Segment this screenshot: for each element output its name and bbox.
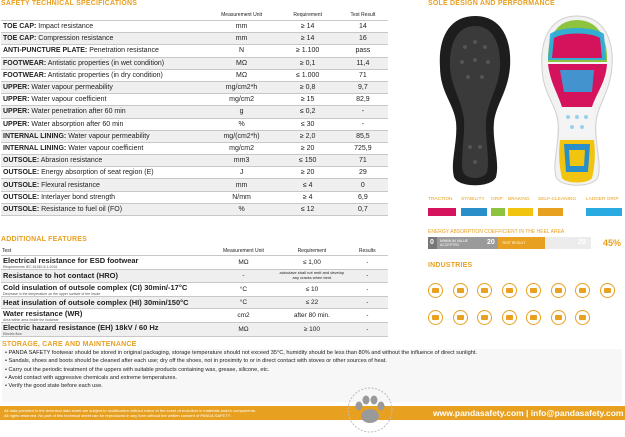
additional-unit: MΩ (210, 256, 278, 270)
spec-requirement: ≤ 30 (278, 118, 338, 130)
spec-row (1, 155, 388, 167)
additional-unit: °C (210, 282, 278, 296)
spec-row (1, 69, 388, 81)
footer-disclaimer-1: All data provided in the technical data sheet are subject to modification without notice in the event of evolution in materials and/or components. (4, 408, 256, 413)
vehicle-icon (551, 283, 566, 298)
additional-test (1, 256, 210, 270)
spec-category: INTERNAL LINING: (3, 132, 67, 140)
sole-legend (428, 197, 625, 219)
spec-test (1, 167, 206, 179)
sole-title: SOLE DESIGN AND PERFORMANCE (428, 0, 555, 7)
colored-sole-diagram (530, 12, 625, 192)
spec-result: 11,4 (338, 57, 388, 69)
spec-requirement: ≥ 20 (278, 167, 338, 179)
swatch-grip (491, 208, 505, 216)
spec-requirement: ≥ 14 (278, 21, 338, 33)
spec-category: OUTSOLE: (3, 205, 40, 213)
construction-crane-icon (526, 283, 541, 298)
spec-result: 0,7 (338, 203, 388, 215)
additional-requirement: ≤ 10 (277, 282, 346, 296)
spec-category: FOOTWEAR: (3, 59, 47, 67)
legend-grip: GRIP (491, 197, 503, 202)
additional-test-note: Requirements IEC 61340-5-1:2016 (3, 265, 58, 269)
additional-result: - (347, 256, 388, 270)
storage-item: • PANDA SAFETY footwear should be stored in original packaging, storage temperature should not exceed 35°C, humidity should be less than 80% and without the influence of direct sunlight. (5, 350, 477, 356)
storage-item: • Carry out the periodic treatment of the uppers with suitable products containing wax, grease, silicone, etc. (5, 366, 270, 373)
panda-paw-logo-icon (345, 385, 395, 435)
spec-test (1, 155, 206, 167)
spec-test (1, 130, 206, 142)
spec-row (1, 57, 388, 69)
spec-row (1, 142, 388, 154)
add-header-unit: Measurement Unit (210, 246, 278, 256)
spec-test (1, 203, 206, 215)
spec-row (1, 203, 388, 215)
spec-unit: mg/cm2*h (206, 81, 278, 93)
additional-result: - (347, 309, 388, 323)
forklift-icon (453, 310, 468, 325)
spec-unit: g (206, 106, 278, 118)
legend-stability: STABILITY (461, 197, 485, 202)
spec-requirement: ≤ 12 (278, 203, 338, 215)
additional-test-name: Electrical resistance for ESD footwear (3, 256, 139, 265)
spec-header-blank (1, 10, 206, 21)
additional-row (1, 256, 388, 270)
spec-requirement: ≤ 150 (278, 155, 338, 167)
spec-header-req: Requirement (278, 10, 338, 21)
swatch-ladder-grip (586, 208, 622, 216)
add-header-req: Requirement (277, 246, 346, 256)
spec-test (1, 94, 206, 106)
additional-row (1, 323, 388, 337)
spec-property: Water vapour coefficient (29, 96, 107, 104)
energy-result-value: 29 (578, 239, 586, 246)
legend-braking: BRAKING (508, 197, 530, 202)
additional-row (1, 270, 388, 283)
spec-requirement: ≥ 14 (278, 33, 338, 45)
additional-unit: °C (210, 296, 278, 309)
truck-icon (477, 283, 492, 298)
spec-property: Energy absorption of seat region (E) (39, 169, 154, 177)
storage-title: STORAGE, CARE AND MAINTENANCE (2, 341, 137, 348)
additional-test-note: Electric flow (3, 332, 22, 336)
factory-icon (477, 310, 492, 325)
additional-test (1, 309, 210, 323)
swatch-braking (508, 208, 533, 216)
spec-row (1, 45, 388, 57)
industries-title: INDUSTRIES (428, 262, 473, 269)
swatch-traction (428, 208, 456, 216)
energy-bar (428, 237, 591, 249)
spec-row (1, 106, 388, 118)
add-header-test: Test (1, 246, 210, 256)
oil-icon (551, 310, 566, 325)
spec-header-res: Test Result (338, 10, 388, 21)
spec-unit: N (206, 45, 278, 57)
spec-unit: mg/cm2 (206, 94, 278, 106)
additional-test-name: Electric hazard resistance (EH) 18kV / 60 Hz (3, 323, 159, 332)
additional-row (1, 296, 388, 309)
spec-row (1, 191, 388, 203)
additional-result: - (347, 296, 388, 309)
logistics-icon (575, 283, 590, 298)
spec-property: Penetration resistance (87, 47, 159, 55)
spec-requirement: ≥ 4 (278, 191, 338, 203)
additional-table (1, 246, 388, 337)
spec-category: OUTSOLE: (3, 169, 40, 177)
spec-row (1, 81, 388, 93)
spec-requirement: ≥ 2,0 (278, 130, 338, 142)
additional-row (1, 309, 388, 323)
spec-test (1, 69, 206, 81)
spec-test (1, 21, 206, 33)
spec-unit: MΩ (206, 57, 278, 69)
energy-test-label: TEST RESULT (502, 241, 526, 245)
additional-requirement: after 80 min. (277, 309, 346, 323)
additional-result: - (347, 270, 388, 283)
spec-result: 71 (338, 155, 388, 167)
spec-unit: mg/cm2 (206, 142, 278, 154)
additional-test-name: Heat insulation of outsole complex (HI) 30min/150°C (3, 297, 189, 307)
legend-ladder-grip: LADDER GRIP (586, 197, 619, 202)
spec-header-unit: Measurement Unit (206, 10, 278, 21)
spec-category: FOOTWEAR: (3, 71, 47, 79)
spec-test (1, 33, 206, 45)
spec-category: INTERNAL LINING: (3, 144, 67, 152)
spec-unit: mm (206, 179, 278, 191)
spec-result: 16 (338, 33, 388, 45)
additional-test-note: Decrease in the temperature on the upper surface of the insole (3, 291, 101, 296)
additional-test (1, 282, 210, 296)
spec-requirement: ≤ 0,2 (278, 106, 338, 118)
energy-min-value: 0 (430, 239, 434, 246)
black-sole-image (430, 12, 520, 192)
recycling-icon (526, 310, 541, 325)
spec-result: - (338, 118, 388, 130)
additional-unit: cm2 (210, 309, 278, 323)
spec-result: 725,9 (338, 142, 388, 154)
spec-category: TOE CAP: (3, 35, 37, 43)
additional-result: - (347, 282, 388, 296)
spec-category: UPPER: (3, 108, 30, 116)
spec-test (1, 191, 206, 203)
additional-test-name: Water resistance (WR) (3, 309, 83, 318)
add-header-res: Results (347, 246, 388, 256)
spec-property: Impact resistance (36, 23, 94, 31)
glove-icon (428, 310, 443, 325)
spec-result: 82,9 (338, 94, 388, 106)
spec-property: Abrasion resistance (39, 157, 103, 165)
additional-requirement: ≤ 1,00 (277, 256, 346, 270)
spec-property: Antistatic properties (in dry condition) (46, 71, 163, 79)
legend-self-cleaning: SELF-CLEANING (538, 197, 577, 202)
spec-property: Water penetration after 60 min (29, 108, 126, 116)
spec-property: Flexural resistance (39, 181, 100, 189)
spec-row (1, 94, 388, 106)
spec-test (1, 106, 206, 118)
spec-row (1, 130, 388, 142)
building-icon (575, 310, 590, 325)
spec-requirement: ≥ 20 (278, 142, 338, 154)
energy-title: ENERGY ABSORPTION COEFFICIENT IN THE HEEL AREA (428, 229, 565, 235)
energy-mid-value: 20 (487, 239, 495, 246)
bridge-icon (600, 283, 615, 298)
additional-requirement: ≤ 22 (277, 296, 346, 309)
additional-unit: MΩ (210, 323, 278, 337)
spec-test (1, 81, 206, 93)
energy-min-label: MINIMUM VALUE ACCEPTED (440, 239, 468, 247)
spec-property: Resistance to fuel oil (FO) (39, 205, 123, 213)
spec-property: Water vapour permeability (29, 84, 113, 92)
spec-result: 6,9 (338, 191, 388, 203)
footer-bar (0, 406, 625, 420)
spec-category: OUTSOLE: (3, 157, 40, 165)
spec-unit: % (206, 203, 278, 215)
additional-unit: - (210, 270, 278, 283)
spec-category: OUTSOLE: (3, 193, 40, 201)
spec-result: 9,7 (338, 81, 388, 93)
storage-item: • Verify the good state before each use. (5, 383, 103, 390)
spec-row (1, 33, 388, 45)
additional-test-name: Resistance to hot contact (HRO) (3, 271, 119, 281)
additional-result: - (347, 323, 388, 337)
spec-category: UPPER: (3, 96, 30, 104)
spec-property: Water vapour permeability (66, 132, 150, 140)
spec-result: 71 (338, 69, 388, 81)
footer-links[interactable]: www.pandasafety.com | info@pandasafety.com (433, 408, 624, 418)
spec-unit: mm (206, 21, 278, 33)
additional-test (1, 270, 210, 283)
additional-requirement: ≥ 100 (277, 323, 346, 337)
spec-category: UPPER: (3, 84, 30, 92)
storage-item: • Avoid contact with aggressive chemicals and extreme temperatures. (5, 374, 177, 381)
spec-result: 0 (338, 179, 388, 191)
spec-unit: mm3 (206, 155, 278, 167)
additional-test-name: Cold insulation of outsole complex (CI) 30min/-17°C (3, 282, 188, 292)
spec-category: OUTSOLE: (3, 181, 40, 189)
spec-result: 85,5 (338, 130, 388, 142)
spec-test (1, 45, 206, 57)
spec-title: SAFETY TECHNICAL SPECIFICATIONS (1, 0, 138, 7)
spec-requirement: ≥ 0,8 (278, 81, 338, 93)
spec-row (1, 118, 388, 130)
spec-row (1, 167, 388, 179)
spec-requirement: ≥ 0,1 (278, 57, 338, 69)
spec-property: Water absorption after 60 min (29, 120, 124, 128)
spec-category: TOE CAP: (3, 23, 37, 31)
spec-property: Antistatic properties (in wet condition) (46, 59, 165, 67)
additional-title: ADDITIONAL FEATURES (1, 236, 87, 243)
spec-unit: mm (206, 33, 278, 45)
spec-test (1, 179, 206, 191)
spec-test (1, 57, 206, 69)
spec-result: 29 (338, 167, 388, 179)
energy-percent: 45% (603, 238, 622, 248)
spec-property: Water vapour coefficient (66, 144, 144, 152)
legend-traction: TRACTION (428, 197, 453, 202)
footer-disclaimer-2: All rights reserved. No part of this technical sheet can be reproduced in any form without the written consent of PANDA SAFETY. (4, 413, 231, 418)
spec-requirement: ≥ 15 (278, 94, 338, 106)
spec-unit: % (206, 118, 278, 130)
additional-requirement: autoclave shall not melt and develop any cracks when bent (277, 270, 346, 283)
tools-icon (453, 283, 468, 298)
spec-unit: mg/(cm2*h) (206, 130, 278, 142)
spec-row (1, 179, 388, 191)
spec-result: pass (338, 45, 388, 57)
spec-requirement: ≥ 1.100 (278, 45, 338, 57)
spec-requirement: ≤ 4 (278, 179, 338, 191)
swatch-self-cleaning (538, 208, 563, 216)
additional-test (1, 323, 210, 337)
additional-test-note: Area within area inside the footwear (3, 318, 59, 322)
gears-icon (502, 310, 517, 325)
spec-property: Interlayer bond strength (39, 193, 116, 201)
spec-result: 14 (338, 21, 388, 33)
storage-box (2, 349, 622, 402)
spec-category: ANTI-PUNCTURE PLATE: (3, 47, 88, 55)
spec-unit: J (206, 167, 278, 179)
spec-property: Compression resistance (36, 35, 114, 43)
spec-test (1, 118, 206, 130)
spec-unit: N/mm (206, 191, 278, 203)
spec-result: - (338, 106, 388, 118)
industries-grid (428, 283, 625, 333)
agriculture-icon (428, 283, 443, 298)
storage-item: • Sandals, shoes and boots should be cleaned after each use; dry off the shoes, not in proximity to or in direct contact with stoves or other sources of heat. (5, 358, 387, 365)
spec-category: UPPER: (3, 120, 30, 128)
spec-requirement: ≤ 1.000 (278, 69, 338, 81)
spec-unit: MΩ (206, 69, 278, 81)
spec-row (1, 21, 388, 33)
industry-icon (502, 283, 517, 298)
swatch-stability (461, 208, 487, 216)
additional-row (1, 282, 388, 296)
additional-test (1, 296, 210, 309)
spec-test (1, 142, 206, 154)
spec-table (1, 10, 388, 216)
